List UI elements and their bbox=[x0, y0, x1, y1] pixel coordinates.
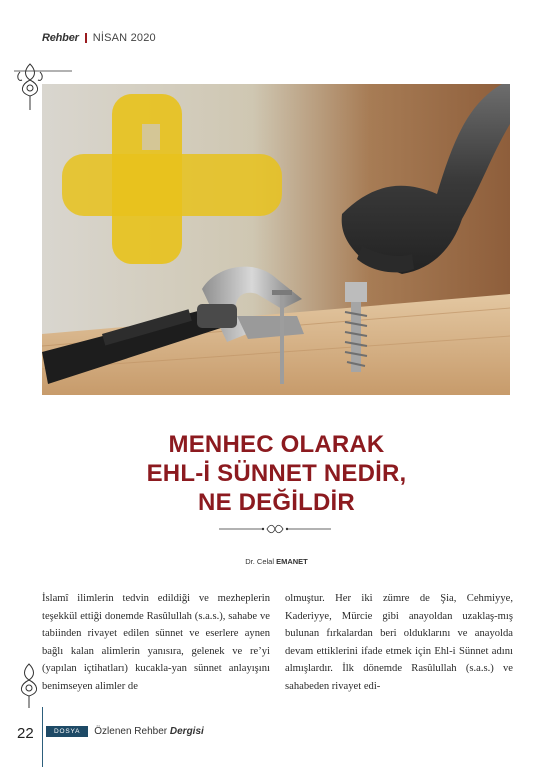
body-paragraph-right: olmuştur. Her iki zümre de Şia, Cehmiyye, Kaderiyye, Mürcie gibi anayoldan uzaklaş-mış bulunan fırkalardan beri olduklarını ve anayolda devam ettiklerini ifade etmek için Ehl-i Sünnet adını almışlardır. İlk dönemde Rasûlullah (s.a.s.) ve sahabeden rivayet edi- bbox=[285, 593, 513, 692]
author-byline bbox=[0, 557, 553, 566]
magazine-name bbox=[94, 726, 204, 737]
footer-vertical-rule bbox=[42, 707, 43, 767]
article-title bbox=[0, 430, 553, 517]
body-column-left bbox=[42, 590, 270, 695]
author-prefix: Dr. Celal bbox=[245, 557, 274, 566]
body-column-right bbox=[285, 590, 513, 695]
title-line-3: NE DEĞİLDİR bbox=[198, 489, 355, 516]
magazine-logo: Rehber bbox=[42, 32, 79, 44]
magazine-name-prefix: Özlenen Rehber bbox=[94, 726, 168, 737]
body-paragraph-left: İslamî ilimlerin tedvin edildiği ve mezheplerin teşekkül ettiği donemde Rasûlullah (s.a.s.), sahabe ve tabiinden rivayet edilen sünnet ve eserlere aynen bağlı kalan alimlerin yanısıra, gelenek ve re’yi (yapılan içtihatları) kucakla-yan sünnet anlayışını benimseyen alimler de bbox=[42, 593, 270, 692]
issue-date: NİSAN 2020 bbox=[92, 32, 156, 44]
hero-photo-wrench-hammer bbox=[42, 84, 510, 395]
header-rule-ornament bbox=[14, 68, 74, 74]
title-line-2: EHL-İ SÜNNET NEDİR, bbox=[146, 460, 407, 487]
running-header bbox=[42, 30, 156, 46]
title-divider-ornament-icon bbox=[219, 523, 331, 535]
author-surname: EMANET bbox=[276, 557, 308, 566]
page-number: 22 bbox=[17, 725, 34, 742]
title-line-1: MENHEC OLARAK bbox=[168, 431, 385, 458]
side-ornament-icon bbox=[14, 662, 44, 710]
section-badge: DOSYA bbox=[46, 726, 88, 737]
magazine-name-suffix: Dergisi bbox=[169, 726, 204, 737]
header-separator bbox=[85, 33, 87, 43]
footer-bar bbox=[46, 726, 204, 737]
